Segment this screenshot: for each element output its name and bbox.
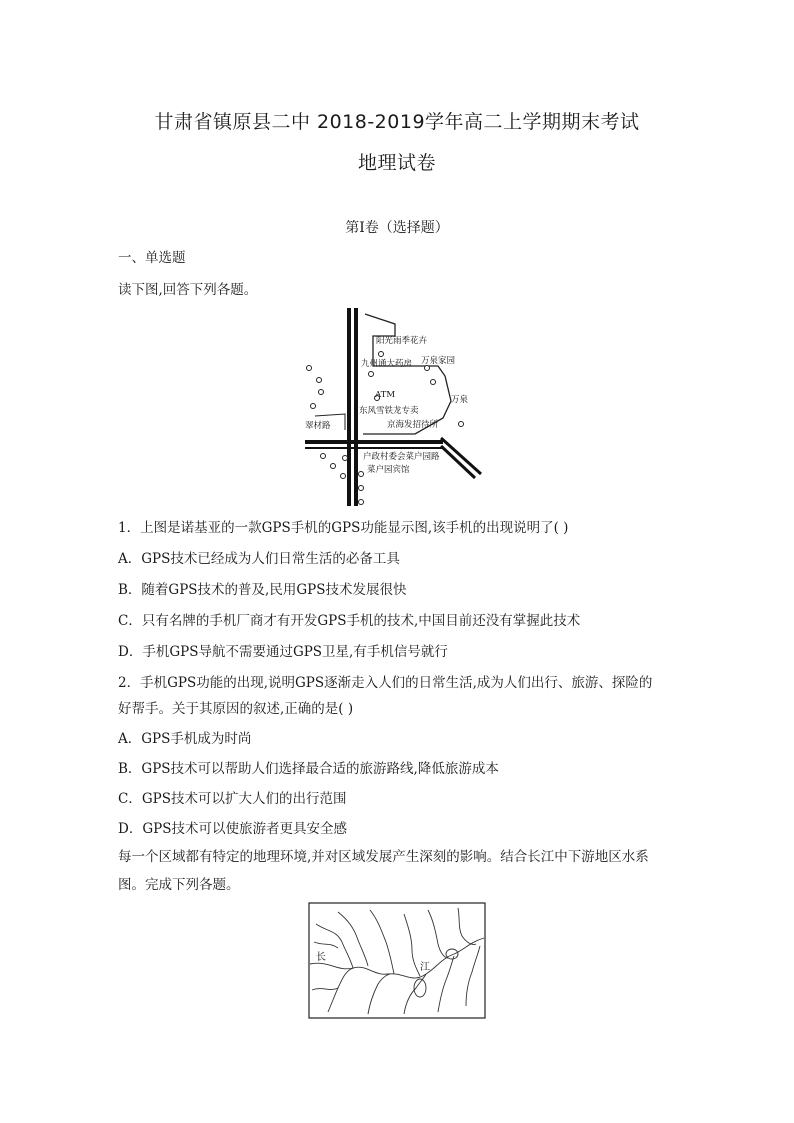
map-poi-dot (369, 372, 374, 377)
intro-text-2-line1: 每一个区域都有特定的地理环境,并对区域发展产生深刻的影响。结合长江中下游地区水系 (118, 849, 649, 865)
question-2-option-b: B．GPS技术可以帮助人们选择最合适的旅游路线,降低旅游成本 (118, 761, 499, 777)
map-poi-dot (317, 378, 322, 383)
map-poi-dot (341, 474, 346, 479)
map-poi-dot (425, 366, 430, 371)
map-poi-dot (319, 390, 324, 395)
exam-title-line2: 地理试卷 (357, 152, 436, 174)
map-frame (309, 903, 485, 1018)
question-2-stem-line1: 2．手机GPS功能的出现,说明GPS逐渐走入人们的日常生活,成为人们出行、旅游、探险的 (118, 675, 653, 691)
map-poi-dot (459, 422, 464, 427)
question-2-option-a: A．GPS手机成为时尚 (118, 731, 252, 747)
part-heading: 一、单选题 (118, 250, 186, 266)
yangtze-river-map-svg (308, 902, 486, 1019)
question-1-option-d: D．手机GPS导航不需要通过GPS卫星,有手机信号就行 (118, 644, 448, 660)
map-label: 东风雪铁龙专卖 (359, 406, 419, 416)
question-2-option-c: C．GPS技术可以扩大人们的出行范围 (118, 791, 347, 807)
map-label: 菜户园宾馆 (367, 465, 410, 475)
question-2-option-d: D．GPS技术可以使旅游者更具安全感 (118, 821, 347, 837)
question-1-option-c: C．只有名牌的手机厂商才有开发GPS手机的技术,中国目前还没有掌握此技术 (118, 613, 581, 629)
river-label-chang: 长 (316, 952, 326, 963)
intro-text-1: 读下图,回答下列各题。 (118, 282, 258, 298)
gps-map-figure (303, 306, 485, 508)
map-label: 万泉家园 (421, 356, 456, 366)
map-poi-dot (307, 366, 312, 371)
map-poi-dot (311, 404, 316, 409)
map-label: 九州通大药房 (361, 359, 413, 369)
question-1-option-a: A．GPS技术已经成为人们日常生活的必备工具 (118, 551, 400, 567)
map-poi-dot (331, 464, 336, 469)
map-label: 万泉 (451, 395, 469, 405)
map-poi-dot (321, 454, 326, 459)
map-poi-dot (431, 380, 436, 385)
river-label-jiang: 江 (420, 962, 430, 973)
map-label: 翠材路 (305, 421, 331, 431)
yangtze-river-map-figure (308, 902, 486, 1019)
map-poi-dot (343, 456, 348, 461)
volume-heading: 第Ⅰ卷（选择题） (345, 220, 449, 236)
map-label: 京海发招待所 (387, 420, 439, 430)
map-label: 阳光雨季花卉 (376, 336, 428, 346)
map-poi-dot (379, 352, 384, 357)
map-poi-dot (359, 472, 364, 477)
question-1-stem: 1．上图是诺基亚的一款GPS手机的GPS功能显示图,该手机的出现说明了( ) (118, 520, 569, 536)
question-1-option-b: B．随着GPS技术的普及,民用GPS技术发展很快 (118, 582, 407, 598)
exam-title-line1: 甘肃省镇原县二中 2018-2019学年高二上学期期末考试 (154, 111, 640, 133)
map-poi-dot (359, 500, 364, 505)
map-label: 户政村委会菜户园路 (363, 452, 440, 462)
map-label: ATM (375, 390, 396, 400)
gps-map-svg (303, 306, 485, 508)
map-poi-dot (359, 486, 364, 491)
question-2-stem-line2: 好帮手。关于其原因的叙述,正确的是( ) (118, 701, 354, 717)
intro-text-2-line2: 图。完成下列各题。 (118, 877, 240, 893)
